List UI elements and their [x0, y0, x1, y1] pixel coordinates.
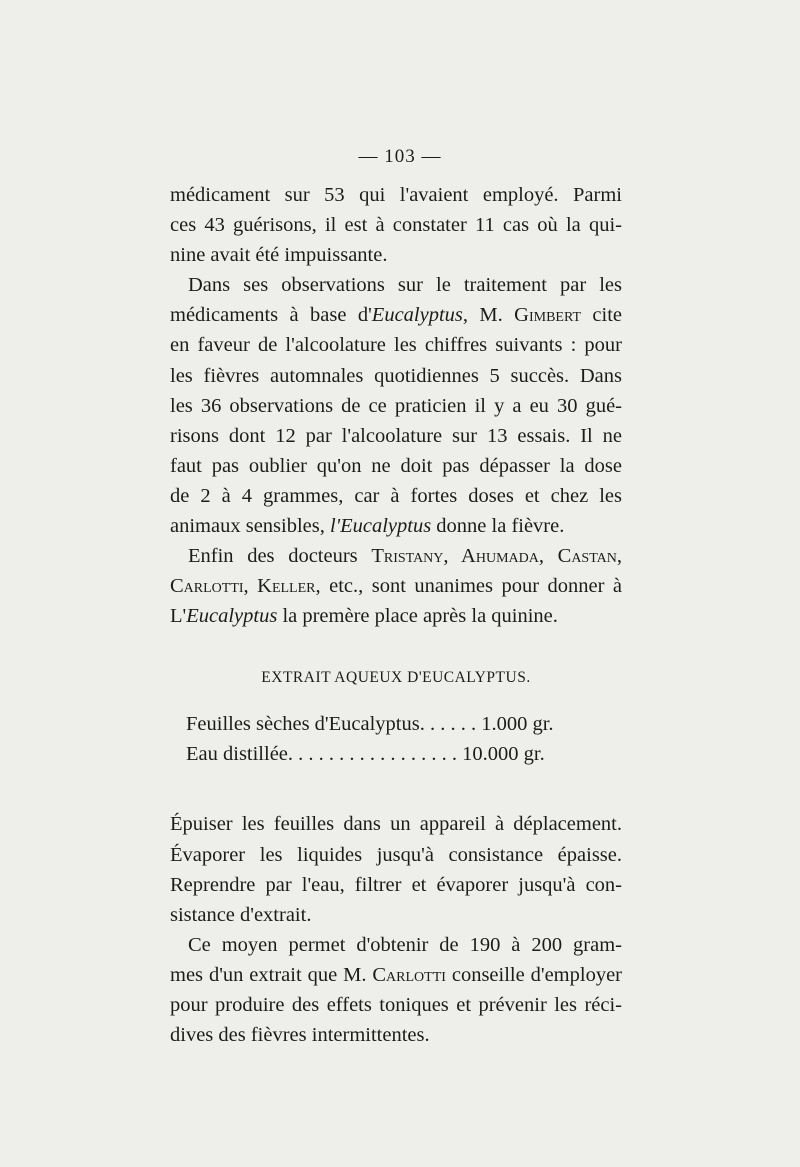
text-line: mes d'un extrait que M. Carlotti conseille d'employer: [170, 963, 622, 986]
text-line: Reprendre par l'eau, filtrer et évaporer jusqu'à con-: [170, 873, 622, 896]
text-line: Épuiser les feuilles dans un appareil à déplacement.: [170, 813, 622, 836]
text-line: dives des fièvres intermittentes.: [170, 1024, 430, 1047]
text-line: sistance d'extrait.: [170, 903, 312, 926]
text-line: risons dont 12 par l'alcoolature sur 13 essais. Il ne: [170, 424, 622, 447]
paragraph-2: [170, 270, 622, 541]
text-line: L'Eucalyptus la premère place après la quinine.: [170, 605, 558, 628]
text-line: animaux sensibles, l'Eucalyptus donne la fièvre.: [170, 515, 565, 538]
text-line: en faveur de l'alcoolature les chiffres suivants : pour: [170, 334, 622, 357]
text-line: Carlotti, Keller, etc., sont unanimes pour donner à: [170, 575, 623, 598]
paragraph-1: [170, 180, 622, 270]
text-line: de 2 à 4 grammes, car à fortes doses et chez les: [170, 484, 622, 507]
text-line: Ce moyen permet d'obtenir de 190 à 200 gram-: [188, 933, 622, 956]
text-line: nine avait été impuissante.: [170, 244, 388, 267]
text-line: pour produire des effets toniques et prévenir les réci-: [170, 993, 622, 1016]
text-body: [170, 180, 622, 1050]
recipe-list: [170, 709, 622, 769]
recipe-row: Feuilles sèches d'Eucalyptus. . . . . . 1.000 gr.: [186, 713, 554, 736]
text-line: ces 43 guérisons, il est à constater 11 cas où la qui-: [170, 214, 622, 237]
paragraph-4: [170, 809, 622, 929]
text-line: Dans ses observations sur le traitement par les: [188, 274, 622, 297]
text-line: médicaments à base d'Eucalyptus, M. Gimbert cite: [170, 304, 622, 327]
page-number: — 103 —: [358, 146, 442, 167]
text-line: les fièvres automnales quotidiennes 5 succès. Dans: [170, 364, 622, 387]
text-line: les 36 observations de ce praticien il y a eu 30 gué-: [170, 394, 622, 417]
text-line: Enfin des docteurs Tristany, Ahumada, Castan,: [188, 545, 622, 568]
text-line: faut pas oublier qu'on ne doit pas dépasser la dose: [170, 454, 622, 477]
section-heading: EXTRAIT AQUEUX D'EUCALYPTUS.: [261, 669, 531, 687]
paragraph-5: [170, 930, 622, 1050]
recipe-row: Eau distillée. . . . . . . . . . . . . . . . . 10.000 gr.: [186, 743, 545, 766]
paragraph-3: [170, 541, 622, 631]
text-line: médicament sur 53 qui l'avaient employé. Parmi: [170, 184, 622, 206]
text-line: Évaporer les liquides jusqu'à consistance épaisse.: [170, 843, 622, 866]
